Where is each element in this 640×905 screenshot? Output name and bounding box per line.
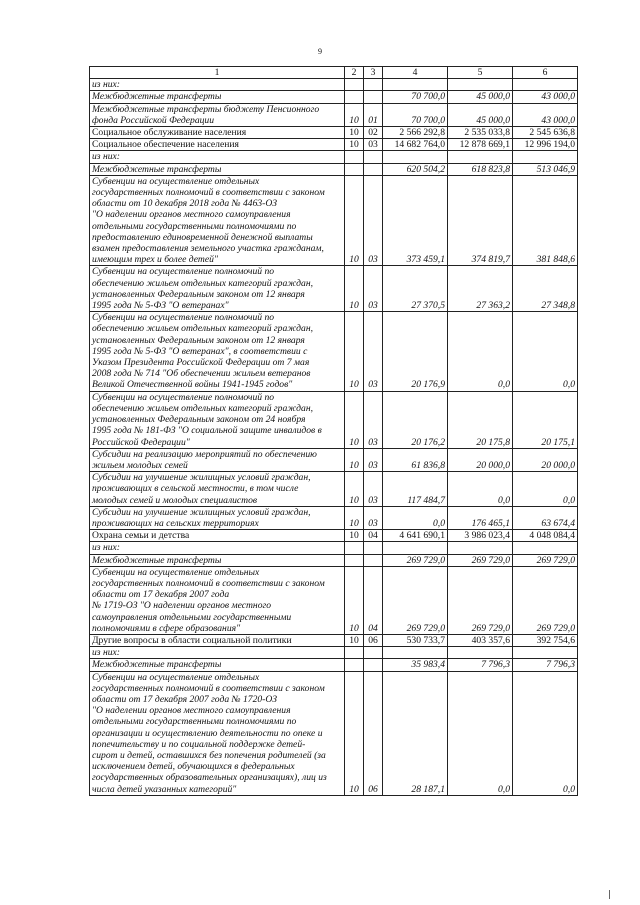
row-label-line: числа детей указанных категорий" <box>92 783 237 795</box>
budget-table <box>89 66 578 796</box>
row-label-line: отдельными государственными полномочиями по <box>92 220 297 232</box>
row-label-line: обеспечению жильем отдельных категорий граждан, <box>92 402 313 414</box>
subsection-code <box>364 554 383 566</box>
table-row <box>90 448 578 471</box>
subsection-code: 03 <box>364 312 383 391</box>
row-label-line: молодых семей и молодых специалистов <box>92 494 258 506</box>
subsection-code <box>364 151 383 163</box>
row-label <box>90 91 345 103</box>
amount-cell: 2 535 033,8 <box>448 127 513 139</box>
section-code <box>345 91 364 103</box>
amount-cell: 20 000,0 <box>448 448 513 471</box>
section-code <box>345 542 364 554</box>
amount-cell: 530 733,7 <box>383 634 448 646</box>
section-code <box>345 163 364 175</box>
amount-cell: 269 729,0 <box>448 566 513 634</box>
amount-cell: 374 819,7 <box>448 175 513 266</box>
row-label-line: Субвенции на осуществление отдельных <box>92 671 260 683</box>
amount-cell: 2 545 636,8 <box>513 127 578 139</box>
amount-cell: 0,0 <box>448 671 513 795</box>
table-row <box>90 671 578 795</box>
table-row <box>90 127 578 139</box>
subsection-code: 03 <box>364 391 383 448</box>
row-label-line: области от 17 декабря 2007 года № 1720-ОЗ <box>92 693 278 705</box>
subheading-row <box>90 79 578 91</box>
amount-cell: 12 996 194,0 <box>513 139 578 151</box>
row-label-line: 1995 года № 5-ФЗ "О ветеранах", в соответствии с <box>92 345 308 357</box>
subsection-code <box>364 91 383 103</box>
row-label-line: государственных полномочий в соответствии с законом <box>92 187 325 199</box>
row-label <box>90 554 345 566</box>
row-label <box>90 391 345 448</box>
table-row <box>90 103 578 126</box>
margin-mark <box>609 890 610 899</box>
amount-cell: 20 000,0 <box>513 448 578 471</box>
subheading-row <box>90 151 578 163</box>
section-code: 10 <box>345 566 364 634</box>
row-label-line: Субвенции на осуществление полномочий по <box>92 391 275 403</box>
row-label-line: Межбюджетные трансферты <box>92 91 222 103</box>
amount-cell: 381 848,6 <box>513 175 578 266</box>
subsection-code: 02 <box>364 127 383 139</box>
row-label-line: Охрана семьи и детства <box>92 530 190 542</box>
row-label <box>90 79 345 91</box>
amount-cell <box>513 542 578 554</box>
amount-cell <box>383 542 448 554</box>
amount-cell: 373 459,1 <box>383 175 448 266</box>
row-label-line: Субсидии на улучшение жилищных условий граждан, <box>92 472 311 484</box>
amount-cell: 70 700,0 <box>383 103 448 126</box>
row-label-line: из них: <box>92 79 120 91</box>
amount-cell: 0,0 <box>513 312 578 391</box>
table-row <box>90 163 578 175</box>
amount-cell: 45 000,0 <box>448 91 513 103</box>
amount-cell: 403 357,6 <box>448 634 513 646</box>
table-row <box>90 530 578 542</box>
amount-cell: 269 729,0 <box>383 554 448 566</box>
amount-cell <box>383 647 448 659</box>
section-code: 10 <box>345 127 364 139</box>
amount-cell: 7 796,3 <box>448 659 513 671</box>
subsection-code <box>364 542 383 554</box>
subheading-row <box>90 647 578 659</box>
table-row <box>90 175 578 266</box>
amount-cell: 0,0 <box>513 472 578 507</box>
row-label-line: Великой Отечественной войны 1941-1945 годов" <box>92 379 293 391</box>
row-label-line: Субвенции на осуществление полномочий по <box>92 266 275 278</box>
row-label-line: из них: <box>92 151 120 163</box>
row-label-line: Межбюджетные трансферты бюджету Пенсионного <box>92 103 320 115</box>
amount-cell: 70 700,0 <box>383 91 448 103</box>
row-label <box>90 151 345 163</box>
section-code <box>345 151 364 163</box>
row-label <box>90 312 345 391</box>
row-label <box>90 448 345 471</box>
amount-cell: 269 729,0 <box>383 566 448 634</box>
row-label-line: Субвенции на осуществление полномочий по <box>92 312 275 324</box>
row-label-line: Субвенции на осуществление отдельных <box>92 566 260 578</box>
row-label-line: обеспечению жильем отдельных категорий граждан, <box>92 277 313 289</box>
row-label-line: из них: <box>92 542 120 554</box>
column-header: 2 <box>345 67 364 79</box>
amount-cell: 20 175,8 <box>448 391 513 448</box>
subsection-code: 01 <box>364 103 383 126</box>
amount-cell: 45 000,0 <box>448 103 513 126</box>
section-code: 10 <box>345 391 364 448</box>
amount-cell: 43 000,0 <box>513 103 578 126</box>
row-label-line: установленных Федеральным законом от 24 ноября <box>92 414 306 426</box>
subsection-code <box>364 659 383 671</box>
amount-cell: 28 187,1 <box>383 671 448 795</box>
subheading-row <box>90 542 578 554</box>
row-label-line: организации и осуществлению деятельности по опеке и <box>92 727 323 739</box>
row-label-line: имеющим трех и более детей" <box>92 254 218 266</box>
table-row <box>90 312 578 391</box>
row-label <box>90 671 345 795</box>
subsection-code <box>364 647 383 659</box>
column-header: 4 <box>383 67 448 79</box>
amount-cell: 269 729,0 <box>513 566 578 634</box>
subsection-code: 03 <box>364 266 383 312</box>
amount-cell: 27 348,8 <box>513 266 578 312</box>
section-code: 10 <box>345 312 364 391</box>
amount-cell: 392 754,6 <box>513 634 578 646</box>
subsection-code <box>364 163 383 175</box>
row-label-line: из них: <box>92 647 120 659</box>
row-label-line: полномочиями в сфере образования" <box>92 622 241 634</box>
row-label <box>90 659 345 671</box>
amount-cell: 27 363,2 <box>448 266 513 312</box>
amount-cell: 35 983,4 <box>383 659 448 671</box>
amount-cell: 513 046,9 <box>513 163 578 175</box>
subsection-code: 06 <box>364 671 383 795</box>
table-row <box>90 139 578 151</box>
amount-cell: 63 674,4 <box>513 506 578 529</box>
section-code: 10 <box>345 671 364 795</box>
subsection-code: 03 <box>364 506 383 529</box>
subsection-code: 03 <box>364 448 383 471</box>
section-code <box>345 659 364 671</box>
row-label-line: обеспечению жильем отдельных категорий граждан, <box>92 323 313 335</box>
amount-cell: 7 796,3 <box>513 659 578 671</box>
row-label <box>90 127 345 139</box>
column-header: 5 <box>448 67 513 79</box>
section-code: 10 <box>345 530 364 542</box>
row-label-line: 2008 года № 714 "Об обеспечении жильем ветеранов <box>92 368 311 380</box>
row-label-line: Другие вопросы в области социальной политики <box>92 634 292 646</box>
amount-cell: 0,0 <box>513 671 578 795</box>
row-label-line: Субсидии на реализацию мероприятий по обеспечению <box>92 448 317 460</box>
subsection-code: 04 <box>364 566 383 634</box>
row-label <box>90 163 345 175</box>
subsection-code: 03 <box>364 139 383 151</box>
section-code <box>345 647 364 659</box>
row-label-line: установленных Федеральным законом от 12 января <box>92 288 305 300</box>
row-label-line: Российской Федерации" <box>92 436 190 448</box>
amount-cell <box>448 647 513 659</box>
table-row <box>90 506 578 529</box>
column-header: 1 <box>90 67 345 79</box>
row-label-line: № 1719-ОЗ "О наделении органов местного <box>92 600 272 612</box>
row-label-line: Социальное обеспечение населения <box>92 139 239 151</box>
subsection-code: 06 <box>364 634 383 646</box>
section-code: 10 <box>345 266 364 312</box>
section-code <box>345 79 364 91</box>
row-label-line: жильем молодых семей <box>92 459 188 471</box>
row-label-line: 1995 года № 5-ФЗ "О ветеранах" <box>92 300 229 312</box>
row-label-line: предоставлению единовременной денежной выплаты <box>92 231 313 243</box>
row-label <box>90 506 345 529</box>
budget-table-body <box>90 67 578 796</box>
row-label-line: 1995 года № 181-ФЗ "О социальной защите инвалидов в <box>92 425 322 437</box>
row-label <box>90 634 345 646</box>
amount-cell <box>383 151 448 163</box>
amount-cell <box>448 151 513 163</box>
table-row <box>90 554 578 566</box>
section-code: 10 <box>345 175 364 266</box>
amount-cell <box>513 151 578 163</box>
row-label-line: Социальное обслуживание населения <box>92 127 247 139</box>
row-label <box>90 139 345 151</box>
row-label-line: взамен предоставления земельного участка гражданам, <box>92 243 324 255</box>
row-label <box>90 647 345 659</box>
table-row <box>90 391 578 448</box>
amount-cell: 20 175,1 <box>513 391 578 448</box>
table-row <box>90 566 578 634</box>
amount-cell: 4 641 690,1 <box>383 530 448 542</box>
amount-cell: 269 729,0 <box>448 554 513 566</box>
amount-cell <box>383 79 448 91</box>
amount-cell: 4 048 084,4 <box>513 530 578 542</box>
row-label-line: самоуправления отдельными государственными <box>92 611 292 623</box>
row-label-line: "О наделении органов местного самоуправления <box>92 209 291 221</box>
column-header: 3 <box>364 67 383 79</box>
row-label-line: Межбюджетные трансферты <box>92 554 222 566</box>
table-row <box>90 659 578 671</box>
row-label <box>90 530 345 542</box>
amount-cell: 20 176,2 <box>383 391 448 448</box>
row-label <box>90 472 345 507</box>
row-label-line: Указом Президента Российской Федерации от 7 мая <box>92 357 310 369</box>
table-row <box>90 266 578 312</box>
row-label-line: Субсидии на улучшение жилищных условий граждан, <box>92 506 311 518</box>
amount-cell <box>448 79 513 91</box>
amount-cell: 269 729,0 <box>513 554 578 566</box>
row-label-line: Межбюджетные трансферты <box>92 163 222 175</box>
row-label <box>90 175 345 266</box>
amount-cell: 0,0 <box>448 312 513 391</box>
row-label <box>90 566 345 634</box>
amount-cell: 176 465,1 <box>448 506 513 529</box>
row-label-line: попечительству и по социальной поддержке детей- <box>92 738 306 750</box>
section-code: 10 <box>345 472 364 507</box>
table-row <box>90 91 578 103</box>
row-label-line: исключением детей, обучающихся в федеральных <box>92 761 295 773</box>
amount-cell: 43 000,0 <box>513 91 578 103</box>
section-code: 10 <box>345 103 364 126</box>
amount-cell: 620 504,2 <box>383 163 448 175</box>
amount-cell: 14 682 764,0 <box>383 139 448 151</box>
amount-cell: 2 566 292,8 <box>383 127 448 139</box>
row-label-line: государственных полномочий в соответствии с законом <box>92 577 325 589</box>
amount-cell: 61 836,8 <box>383 448 448 471</box>
page-number: 9 <box>318 47 322 56</box>
row-label-line: государственных образовательных организациях), лиц из <box>92 772 327 784</box>
row-label-line: "О наделении органов местного самоуправления <box>92 705 291 717</box>
subsection-code: 03 <box>364 472 383 507</box>
amount-cell: 20 176,9 <box>383 312 448 391</box>
row-label-line: проживающих на сельских территориях <box>92 517 259 529</box>
amount-cell: 27 370,5 <box>383 266 448 312</box>
row-label-line: проживающих в сельской местности, в том числе <box>92 483 299 495</box>
row-label-line: Межбюджетные трансферты <box>92 659 222 671</box>
row-label-line: области от 10 декабря 2018 года № 4463-ОЗ <box>92 198 278 210</box>
row-label-line: государственных полномочий в соответствии с законом <box>92 682 325 694</box>
section-code: 10 <box>345 139 364 151</box>
amount-cell: 3 986 023,4 <box>448 530 513 542</box>
amount-cell <box>513 79 578 91</box>
row-label-line: фонда Российской Федерации <box>92 114 215 126</box>
row-label-line: области от 17 декабря 2007 года <box>92 589 230 601</box>
subsection-code <box>364 79 383 91</box>
row-label-line: сирот и детей, оставшихся без попечения родителей (за <box>92 749 326 761</box>
amount-cell: 0,0 <box>448 472 513 507</box>
subsection-code: 04 <box>364 530 383 542</box>
section-code <box>345 554 364 566</box>
subsection-code: 03 <box>364 175 383 266</box>
amount-cell: 12 878 669,1 <box>448 139 513 151</box>
column-number-row <box>90 67 578 79</box>
amount-cell: 117 484,7 <box>383 472 448 507</box>
row-label-line: установленных Федеральным законом от 12 января <box>92 334 305 346</box>
table-row <box>90 472 578 507</box>
row-label-line: отдельными государственными полномочиями по <box>92 716 297 728</box>
section-code: 10 <box>345 448 364 471</box>
amount-cell <box>448 542 513 554</box>
section-code: 10 <box>345 634 364 646</box>
table-row <box>90 634 578 646</box>
column-header: 6 <box>513 67 578 79</box>
row-label <box>90 103 345 126</box>
row-label <box>90 542 345 554</box>
row-label-line: Субвенции на осуществление отдельных <box>92 175 260 187</box>
amount-cell: 618 823,8 <box>448 163 513 175</box>
row-label <box>90 266 345 312</box>
amount-cell <box>513 647 578 659</box>
section-code: 10 <box>345 506 364 529</box>
amount-cell: 0,0 <box>383 506 448 529</box>
